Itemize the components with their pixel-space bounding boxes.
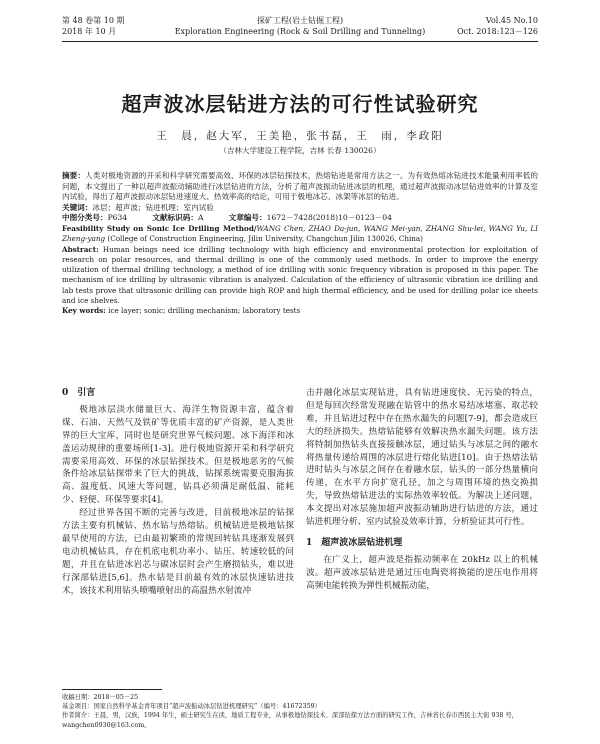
clc-number: P634	[107, 213, 128, 223]
body-column-left	[62, 387, 294, 598]
keywords-en	[62, 306, 538, 316]
abstract-en	[62, 245, 538, 307]
english-affiliation: (College of Construction Engineering, Jilin University, Changchun Jilin 130026, China)	[107, 234, 423, 244]
paper-title: 超声波冰层钻进方法的可行性试验研究	[121, 92, 479, 116]
section-heading-intro: 0 引言	[62, 388, 96, 398]
header-journal-name: 探矿工程(岩土钻掘工程) Exploration Engineering (Rock & Soil Drilling and Tunneling)	[174, 16, 426, 36]
header-vol-pages: Vol.45 No.10 Oct. 2018:123－126	[457, 16, 538, 36]
document-code: A	[197, 213, 204, 223]
body-paragraph: 在广义上，超声波是指振动频率在 20kHz 以上的机械波。超声波冰层钻进是通过压电陶瓷将换能的逆压电作用将高频电能转换为弹性机械振动能，	[306, 554, 538, 591]
abstract-cn-label: 摘要：	[62, 171, 86, 180]
keywords-cn-text: 冰层；超声波；钻进机理；室内试验	[92, 202, 214, 212]
keywords-cn-label: 关键词：	[62, 202, 93, 212]
english-authors: WANG Chen, ZHAO Da-jun, WANG Mei-yan, ZHANG Shu-lei, WANG Yu, LI Zheng-yang	[62, 223, 538, 244]
abstract-cn-text: 人类对极地资源的开采和科学研究需要高效、环保的冰层钻探技术，热熔钻进是常用方法之一。为有效热熔冰钻进技术能量利用率低的问题，本文提出了一种以超声波振动辅助进行冰层钻进的方法，分析了超声波振动钻进冰层的机理，通过超声波振动冰层钻进效率的计算及室内试验，得出了超声波振动冰层钻进速度大、热效率高的结论，可用于极地冰芯、冰架等冰层的钻进。	[62, 171, 539, 202]
body-paragraph: 极地冰层淡水储量巨大、海洋生物资源丰富，蕴含着煤、石油、天然气及铁矿等优质丰富的矿产资源，是人类世界的巨大宝库，同时也是研究世界气候问题、冰下海洋和冰盖运动规律的重要场所[1-3]。进行极地资源开采和科学研究需要采用高效、环保的冰层钻探技术。但是极地恶劣的气候条件给冰层钻探带来了巨大的挑战，钻探系统需要克服海拔高、温度低、风速大等问题，钻具必须满足耐低温、能耗少、轻便、环保等要求[4]。	[62, 404, 294, 506]
keywords-en-label: Key words:	[62, 306, 106, 316]
author-list: 王 晨，赵大军，王美艳，张书磊，王 雨，李政阳	[156, 130, 444, 142]
english-title-line	[62, 224, 538, 245]
body-column-right	[306, 387, 538, 593]
article-number: 1672－7428(2018)10－0123－04	[266, 213, 392, 223]
english-title: Feasibility Study on Sonic Ice Drilling Method/	[62, 223, 257, 233]
running-header	[62, 15, 538, 43]
footnote-received: 收稿日期：2018－05－25	[62, 694, 139, 701]
footnote-fund: 基金项目：国家自然科学基金青年项目“超声波振动冰层钻进机理研究”（编号：41672359）	[62, 703, 321, 711]
keywords-en-text: ice layer; sonic; drilling mechanism; laboratory tests	[108, 306, 301, 316]
footnotes	[62, 693, 538, 730]
abstract-en-label: Abstract:	[62, 244, 99, 254]
section-heading-mechanism: 1 超声波冰层钻进机理	[306, 537, 403, 548]
header-rule	[62, 41, 538, 42]
footnote-author: 作者简介：王晨，男，汉族，1994 年生，硕士研究生在读，地质工程专业，从事极地钻探技术、深部钻探方法方面的研究工作，吉林省长春市西民主大街 938 号，wangchen0930@163.com。	[62, 712, 518, 729]
footnote-rule	[62, 689, 162, 690]
classification-line: 中图分类号：P634 文献标识码：A 文章编号：1672－7428(2018)10－0123－04	[62, 213, 392, 223]
affiliation: （吉林大学建设工程学院，吉林 长春 130026）	[219, 146, 381, 155]
body-paragraph: 击并融化冰层实现钻进，具有钻进速度快、无污染的特点，但是每回次经常发现融在钻管中的热水易结冰堵塞、取芯较难，并且钻进过程中存在热水漏失的问题[7-9]，都会造成巨大的经济损失。热熔钻能够有效解决热水漏失问题。该方法将特制加热钻头直接接触冰层，通过钻头与冰层之间的融水将热量传递给周围的冰层进行熔化钻进[10]。由于热熔法钻进时钻头与冰层之间存在着融水层，钻头的一部分热量横向传递，在水平方向扩宽孔径，加之与周围环境的热交换损失，导致热熔钻进法的实际热效率较低。为解决上述问题，本文提出对冰层施加超声波振动辅助进行钻进的方法，通过钻进机理分析、室内试验及效率计算，分析验证其可行性。	[306, 388, 538, 528]
header-volume-info: 第 48 卷第 10 期 2018 年 10 月	[62, 16, 125, 36]
keywords-cn	[62, 203, 538, 214]
abstract-en-text: Human beings need ice drilling technology with high efficiency and environmental protection for exploitation of research on polar resources, and thermal drilling is one of the commonly used methods. In order to improve the energy utilization of thermal drilling technology, a method of ice drilling with sonic frequency vibration is proposed in this paper. The mechanism of ice drilling by ultrasonic vibration is analyzed. Calculation of the efficiency of ultrasonic vibration ice drilling and lab tests prove that ultrasonic drilling can provide high ROP and high thermal efficiency, and be used for drilling polar ice sheets and ice shelves.	[62, 244, 538, 306]
body-paragraph: 经过世界各国不断的完善与改进，目前极地冰层的钻探方法主要有机械钻、热水钻与热熔钻。机械钻进是极地钻探最早使用的方法，已由最初繁琐的常规回转钻具逐渐发展到电动机械钻具，存在机底电机功率小、钻压、转速较低的问题，并且在钻进冰岩芯与碳冰层时会产生磨损钻头，难以进行深部钻进[5,6]。热水钻是目前最有效的冰层快速钻进技术，该技术利用钻头喷嘴喷射出的高温热水射流冲	[62, 508, 294, 596]
abstract-cn	[62, 171, 538, 203]
front-matter	[62, 171, 538, 317]
